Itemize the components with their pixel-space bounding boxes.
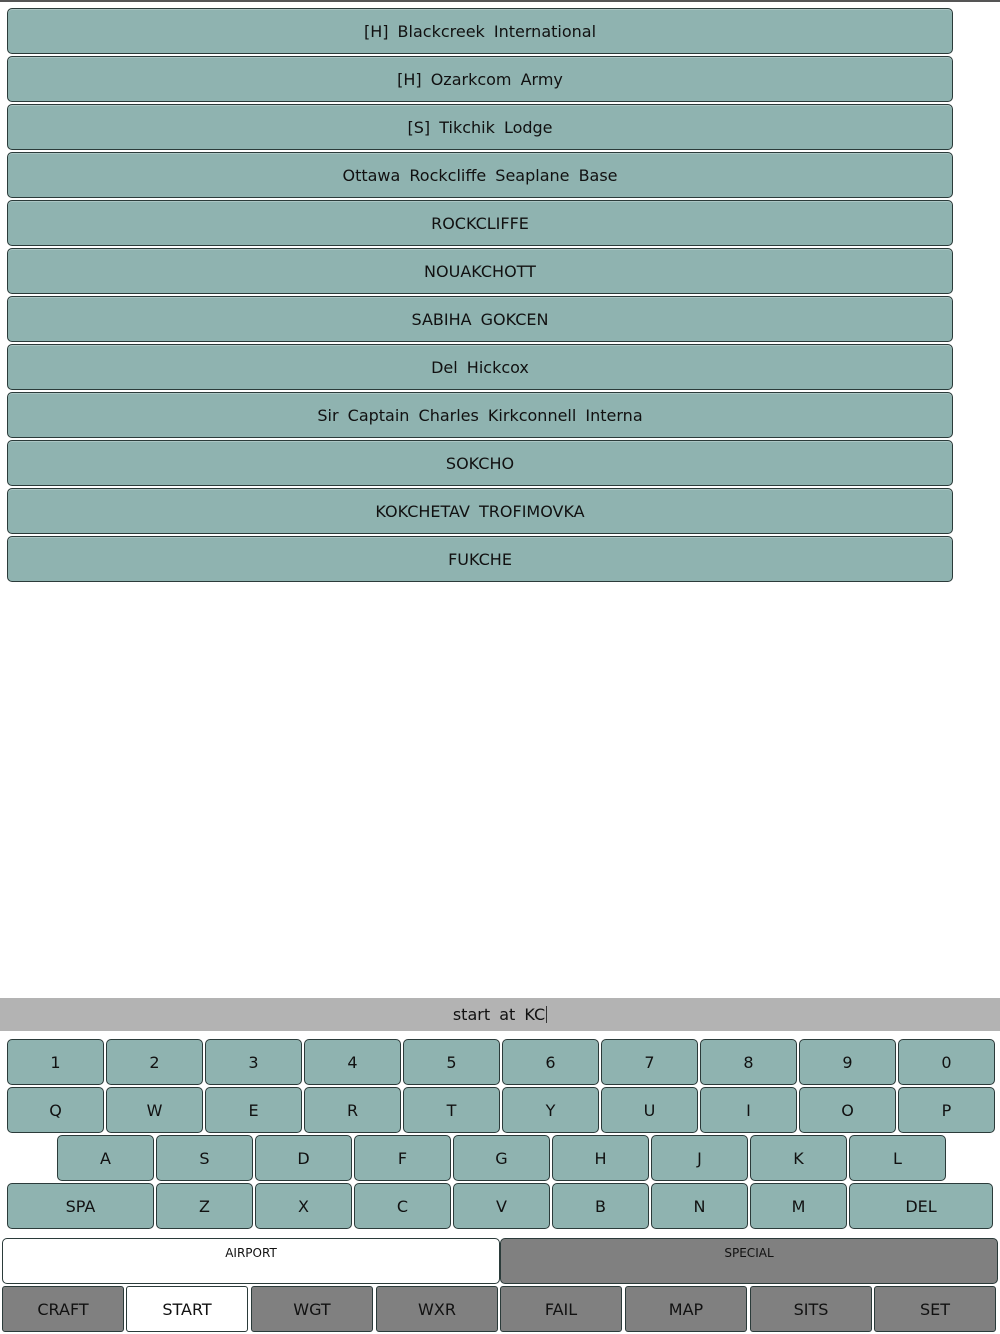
text-cursor — [546, 1006, 547, 1023]
nav-wgt[interactable]: WGT — [251, 1286, 373, 1332]
result-item[interactable]: FUKCHE — [7, 536, 953, 582]
key[interactable]: U — [601, 1087, 698, 1133]
key[interactable]: 9 — [799, 1039, 896, 1085]
result-item[interactable]: SOKCHO — [7, 440, 953, 486]
result-item[interactable]: Del Hickcox — [7, 344, 953, 390]
key[interactable]: P — [898, 1087, 995, 1133]
key[interactable]: 7 — [601, 1039, 698, 1085]
key[interactable]: 3 — [205, 1039, 302, 1085]
nav-start[interactable]: START — [126, 1286, 248, 1332]
mode-special-button[interactable] — [500, 1238, 998, 1284]
result-item[interactable]: [S] Tikchik Lodge — [7, 104, 953, 150]
key[interactable]: T — [403, 1087, 500, 1133]
nav-map[interactable]: MAP — [625, 1286, 747, 1332]
key[interactable]: 2 — [106, 1039, 203, 1085]
key[interactable]: Q — [7, 1087, 104, 1133]
space-key[interactable]: SPA — [7, 1183, 154, 1229]
result-item[interactable]: SABIHA GOKCEN — [7, 296, 953, 342]
mode-special-label: SPECIAL — [724, 1246, 774, 1260]
key[interactable]: V — [453, 1183, 550, 1229]
key[interactable]: L — [849, 1135, 946, 1181]
result-item[interactable]: KOKCHETAV TROFIMOVKA — [7, 488, 953, 534]
key[interactable]: W — [106, 1087, 203, 1133]
search-input[interactable] — [0, 998, 1000, 1031]
result-item[interactable]: Ottawa Rockcliffe Seaplane Base — [7, 152, 953, 198]
key[interactable]: 4 — [304, 1039, 401, 1085]
key[interactable]: N — [651, 1183, 748, 1229]
nav-sits[interactable]: SITS — [750, 1286, 872, 1332]
key[interactable]: 6 — [502, 1039, 599, 1085]
key[interactable]: F — [354, 1135, 451, 1181]
nav-wxr[interactable]: WXR — [376, 1286, 498, 1332]
result-item[interactable]: [H] Blackcreek International — [7, 8, 953, 54]
delete-key[interactable]: DEL — [849, 1183, 993, 1229]
nav-fail[interactable]: FAIL — [500, 1286, 622, 1332]
search-results-list — [7, 8, 953, 584]
mode-airport-label: AIRPORT — [225, 1246, 277, 1260]
key[interactable]: 0 — [898, 1039, 995, 1085]
key[interactable]: X — [255, 1183, 352, 1229]
result-item[interactable]: ROCKCLIFFE — [7, 200, 953, 246]
nav-set[interactable]: SET — [874, 1286, 996, 1332]
key[interactable]: J — [651, 1135, 748, 1181]
key[interactable]: I — [700, 1087, 797, 1133]
key[interactable]: 8 — [700, 1039, 797, 1085]
key[interactable]: K — [750, 1135, 847, 1181]
search-text: start at KC — [452, 1005, 546, 1024]
key[interactable]: E — [205, 1087, 302, 1133]
key[interactable]: G — [453, 1135, 550, 1181]
key[interactable]: Z — [156, 1183, 253, 1229]
key[interactable]: C — [354, 1183, 451, 1229]
key[interactable]: O — [799, 1087, 896, 1133]
result-item[interactable]: NOUAKCHOTT — [7, 248, 953, 294]
nav-craft[interactable]: CRAFT — [2, 1286, 124, 1332]
key[interactable]: H — [552, 1135, 649, 1181]
key[interactable]: Y — [502, 1087, 599, 1133]
key[interactable]: D — [255, 1135, 352, 1181]
mode-airport-button[interactable] — [2, 1238, 500, 1284]
result-item[interactable]: Sir Captain Charles Kirkconnell Interna — [7, 392, 953, 438]
key[interactable]: R — [304, 1087, 401, 1133]
top-divider — [0, 0, 1000, 2]
key[interactable]: 1 — [7, 1039, 104, 1085]
result-item[interactable]: [H] Ozarkcom Army — [7, 56, 953, 102]
key[interactable]: 5 — [403, 1039, 500, 1085]
key[interactable]: A — [57, 1135, 154, 1181]
key[interactable]: M — [750, 1183, 847, 1229]
key[interactable]: S — [156, 1135, 253, 1181]
key[interactable]: B — [552, 1183, 649, 1229]
